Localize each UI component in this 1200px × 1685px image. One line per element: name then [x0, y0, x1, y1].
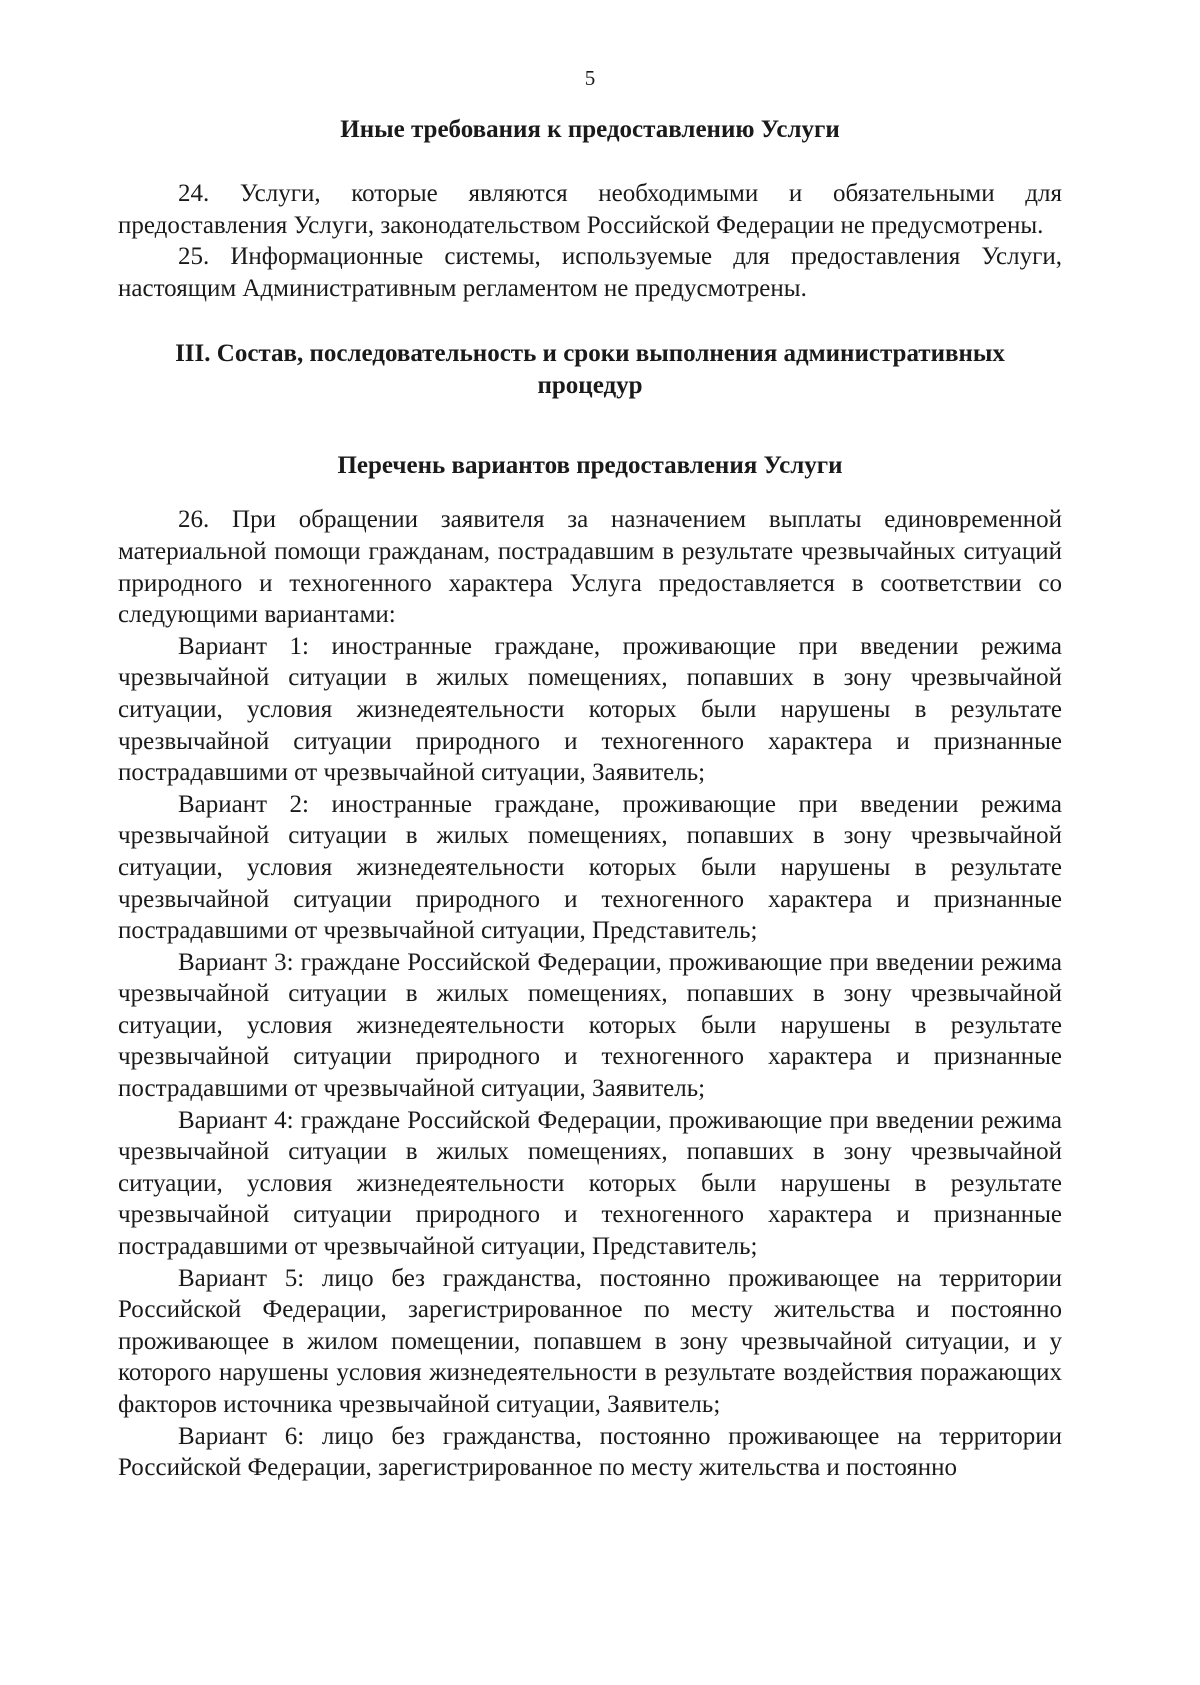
variant-6: Вариант 6: лицо без гражданства, постоянно проживающее на территории Российской Федерации, зарегистрированное по месту жительства и постоянно — [118, 1422, 1062, 1482]
paragraph-26: 26. При обращении заявителя за назначением выплаты единовременной материальной помощи гражданам, пострадавшим в результате чрезвычайных ситуаций природного и техногенного характера Услуга предоставляется в соответствии со следующими вариантами: — [118, 506, 1062, 629]
heading-variants-list: Перечень вариантов предоставления Услуги — [337, 452, 843, 480]
heading-section-3-line1: III. Состав, последовательность и сроки выполнения административных — [175, 340, 1005, 368]
variant-2: Вариант 2: иностранные граждане, проживающие при введении режима чрезвычайной ситуации в жилых помещениях, попавших в зону чрезвычайной ситуации, условия жизнедеятельности которых были нарушены в результате чрезвычайной ситуации природного и техногенного характера и признанные пострадавшими от чрезвычайной ситуации, Представитель; — [118, 790, 1062, 945]
heading-section-3-line2: процедур — [537, 372, 643, 400]
variant-3: Вариант 3: граждане Российской Федерации, проживающие при введении режима чрезвычайной ситуации в жилых помещениях, попавших в зону чрезвычайной ситуации, условия жизнедеятельности которых были нарушены в результате чрезвычайной ситуации природного и техногенного характера и признанные пострадавшими от чрезвычайной ситуации, Заявитель; — [118, 948, 1062, 1103]
variant-4: Вариант 4: граждане Российской Федерации, проживающие при введении режима чрезвычайной ситуации в жилых помещениях, попавших в зону чрезвычайной ситуации, условия жизнедеятельности которых были нарушены в результате чрезвычайной ситуации природного и техногенного характера и признанные пострадавшими от чрезвычайной ситуации, Представитель; — [118, 1106, 1062, 1261]
heading-section-3 — [118, 338, 1062, 402]
paragraph-25: 25. Информационные системы, используемые для предоставления Услуги, настоящим Административным регламентом не предусмотрены. — [118, 243, 1062, 302]
variant-1: Вариант 1: иностранные граждане, проживающие при введении режима чрезвычайной ситуации в жилых помещениях, попавших в зону чрезвычайной ситуации, условия жизнедеятельности которых были нарушены в результате чрезвычайной ситуации природного и техногенного характера и признанные пострадавшими от чрезвычайной ситуации, Заявитель; — [118, 632, 1062, 787]
paragraph-24: 24. Услуги, которые являются необходимыми и обязательными для предоставления Услуги, законодательством Российской Федерации не предусмотрены. — [118, 180, 1062, 239]
variant-5: Вариант 5: лицо без гражданства, постоянно проживающее на территории Российской Федерации, зарегистрированное по месту жительства и постоянно проживающее в жилом помещении, попавшем в зону чрезвычайной ситуации, и у которого нарушены условия жизнедеятельности в результате воздействия поражающих факторов источника чрезвычайной ситуации, Заявитель; — [118, 1264, 1062, 1418]
page-number: 5 — [584, 66, 596, 90]
heading-other-requirements: Иные требования к предоставлению Услуги — [340, 116, 840, 143]
document-page — [118, 66, 1062, 1484]
